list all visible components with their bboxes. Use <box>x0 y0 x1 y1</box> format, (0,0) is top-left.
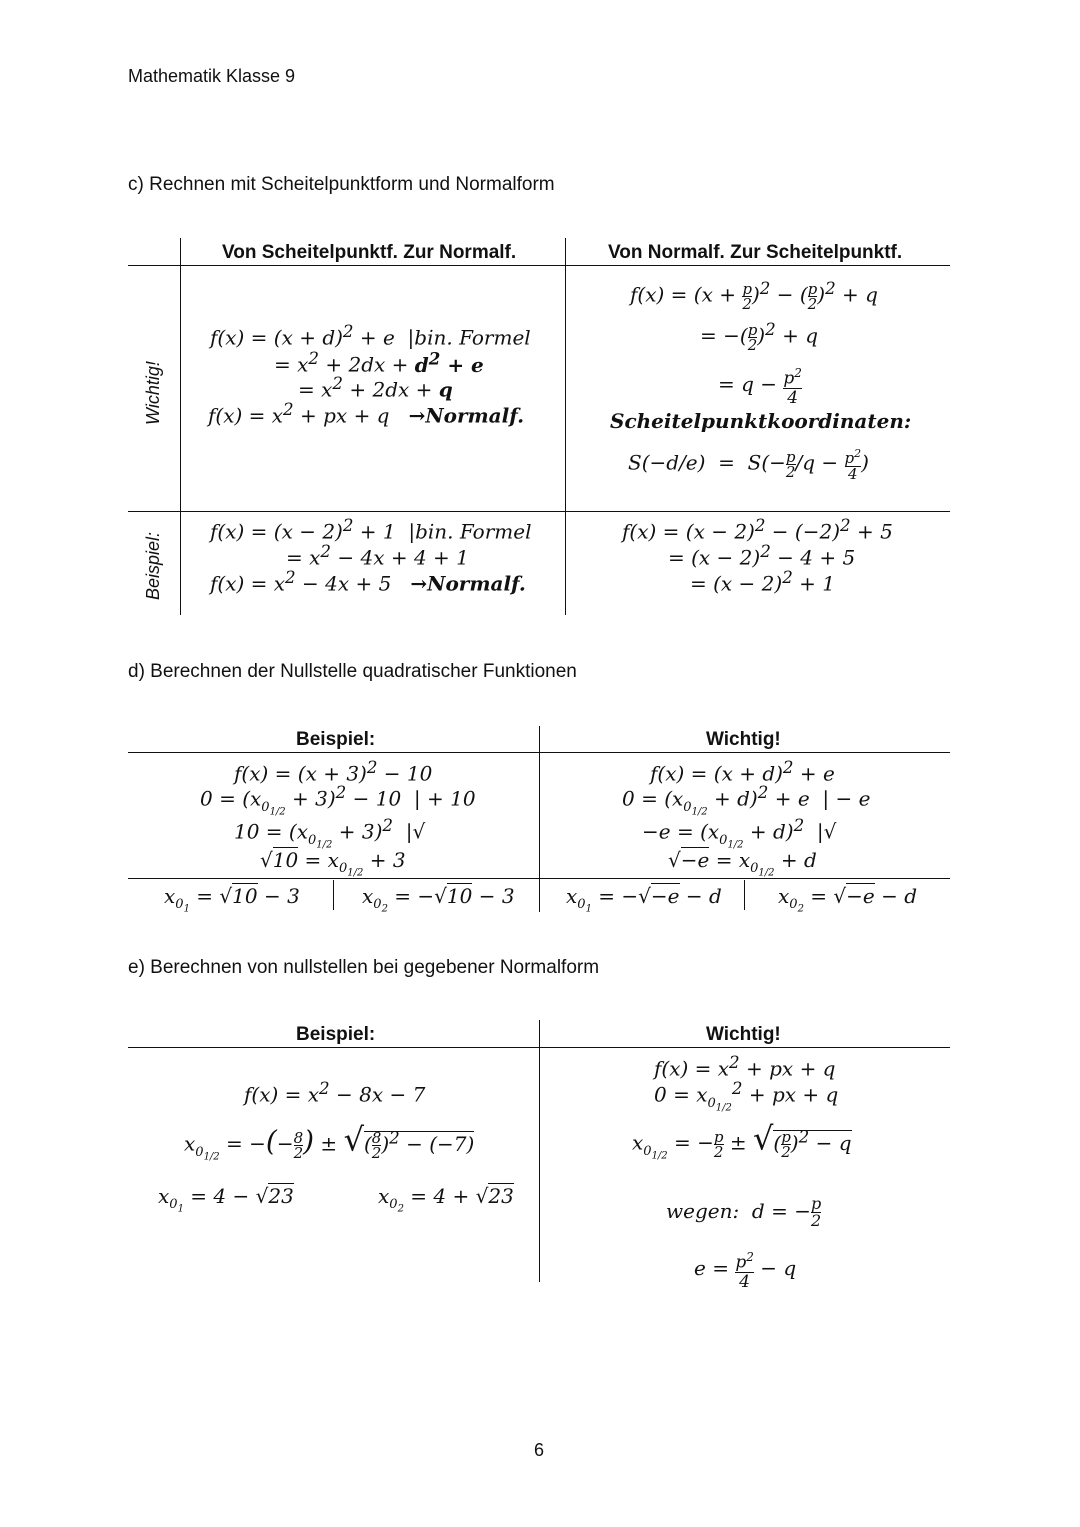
col-header-left: Von Scheitelpunktf. Zur Normalf. <box>222 242 517 263</box>
formula-line: = $x^2 - 4x + 4 + 1$ <box>286 542 469 570</box>
formula-line: $0 = x_{0_{1/2}}^2$ + px + q <box>654 1079 839 1114</box>
table-column-divider <box>539 726 540 912</box>
result-x02: $x_{0_2} = 4 + √23$ <box>378 1184 514 1215</box>
formula-line: Scheitelpunktkoordinaten: <box>610 409 912 433</box>
formula-line: $f(x) = x^2 - 4x + 5$ →Normalf. <box>210 568 526 596</box>
row-label-beispiel: Beispiel: <box>143 531 163 600</box>
table-column-divider <box>565 238 566 615</box>
formula-line: $10 = (x_{0_{1/2}} + 3)^2$ |√ <box>234 816 426 851</box>
result-x01: $x_{0_1} = 4 - √23$ <box>158 1184 294 1215</box>
section-e-title: e) Berechnen von nullstellen bei gegebener Normalform <box>128 957 600 978</box>
beispiel-header: Beispiel: <box>296 1024 376 1045</box>
result-x01: $x_{0_1} = -√-e - d$ <box>566 884 722 915</box>
formula-line: $f(x) = (x + 3)^2 - 10$ <box>234 758 433 786</box>
formula-line: $f(x) = x^2$ + px + q →Normalf. <box>208 400 525 428</box>
page-number: 6 <box>534 1440 545 1460</box>
formula-line: $x_{0_{1/2}}$ = − $\frac{p}{2}$ ± √( $\frac{p}{2}$ )$^2$ − q <box>632 1119 852 1162</box>
formula-line: $f(x) = x^2 - 8x - 7$ <box>244 1079 426 1107</box>
row-label-wichtig: Wichtig! <box>143 361 163 425</box>
formula-line: $0 = (x_{0_{1/2}} + d)^2 + e$ | − e <box>622 783 871 818</box>
formula-line: $f(x) = (x - 2)^2 + 1$ |bin. Formel <box>210 516 532 544</box>
formula-line: $√10 = x_{0_{1/2}} + 3$ <box>260 848 406 879</box>
beispiel-header: Beispiel: <box>296 729 376 750</box>
formula-line: = q − $\frac{p^2}{4}$ <box>718 366 802 408</box>
formula-line: $x_{0_{1/2}}$ = −(− $\frac{8}{2}$ ) ± √( $\frac{8}{2}$ )$^2$ − (−7) <box>184 1120 475 1163</box>
table-row-divider <box>128 511 950 512</box>
wichtig-header: Wichtig! <box>706 729 781 750</box>
formula-line: $-e = (x_{0_{1/2}} + d)^2$ |√ <box>642 816 837 851</box>
page-header: Mathematik Klasse 9 <box>128 66 296 86</box>
formula-line: $f(x) = (x + d)^2 + e$ <box>650 758 835 786</box>
result-x02: $x_{0_2} = -√10 - 3$ <box>362 884 515 915</box>
formula-line: S(−d/e) = S(− $\frac{p}{2}$ /q − $\frac{p^2}{4}$ ) <box>628 447 869 483</box>
table-column-divider <box>539 1020 540 1282</box>
result-x01: $x_{0_1} = √10 - 3$ <box>164 884 300 915</box>
formula-line: = $(x - 2)^2 + 1$ <box>690 568 836 596</box>
formula-line: = $x^2 + 2dx + q$ <box>298 374 453 402</box>
table-header-divider <box>128 265 950 266</box>
formula-line: $f(x) = (x + d)^2 + e$ |bin. Formel <box>210 322 531 350</box>
section-d-title: d) Berechnen der Nullstelle quadratischer Funktionen <box>128 661 577 682</box>
col-header-right: Von Normalf. Zur Scheitelpunktf. <box>608 242 903 263</box>
formula-line: = $x^2 + 2dx + d^2 + e$ <box>274 348 484 377</box>
wichtig-header: Wichtig! <box>706 1024 781 1045</box>
formula-line: $f(x) = x^2$ + px + q <box>654 1053 836 1081</box>
formula-line: = $(x - 2)^2 - 4 + 5$ <box>668 542 856 570</box>
formula-line: $f(x) = (x - 2)^2 - (-2)^2 + 5$ <box>622 516 893 544</box>
formula-line: $√-e = x_{0_{1/2}} + d$ <box>668 848 817 879</box>
table-label-column-divider <box>180 238 181 615</box>
formula-line: e = $\frac{p^2}{4}$ − q <box>694 1250 797 1292</box>
result-x02: $x_{0_2} = √-e - d$ <box>778 884 918 915</box>
section-c-title: c) Rechnen mit Scheitelpunktform und Normalform <box>128 174 555 195</box>
formula-line: $0 = (x_{0_{1/2}} + 3)^2 - 10$ | + 10 <box>200 783 476 818</box>
formula-line: = −( $\frac{p}{2}$ )$^2$ + q <box>700 320 818 354</box>
formula-line: wegen: d = − $\frac{p}{2}$ <box>666 1194 822 1230</box>
formula-line: f(x) = (x + $\frac{p}{2}$ )$^2$ − ( $\frac{p}{2}$ )$^2$ + q <box>630 279 878 313</box>
